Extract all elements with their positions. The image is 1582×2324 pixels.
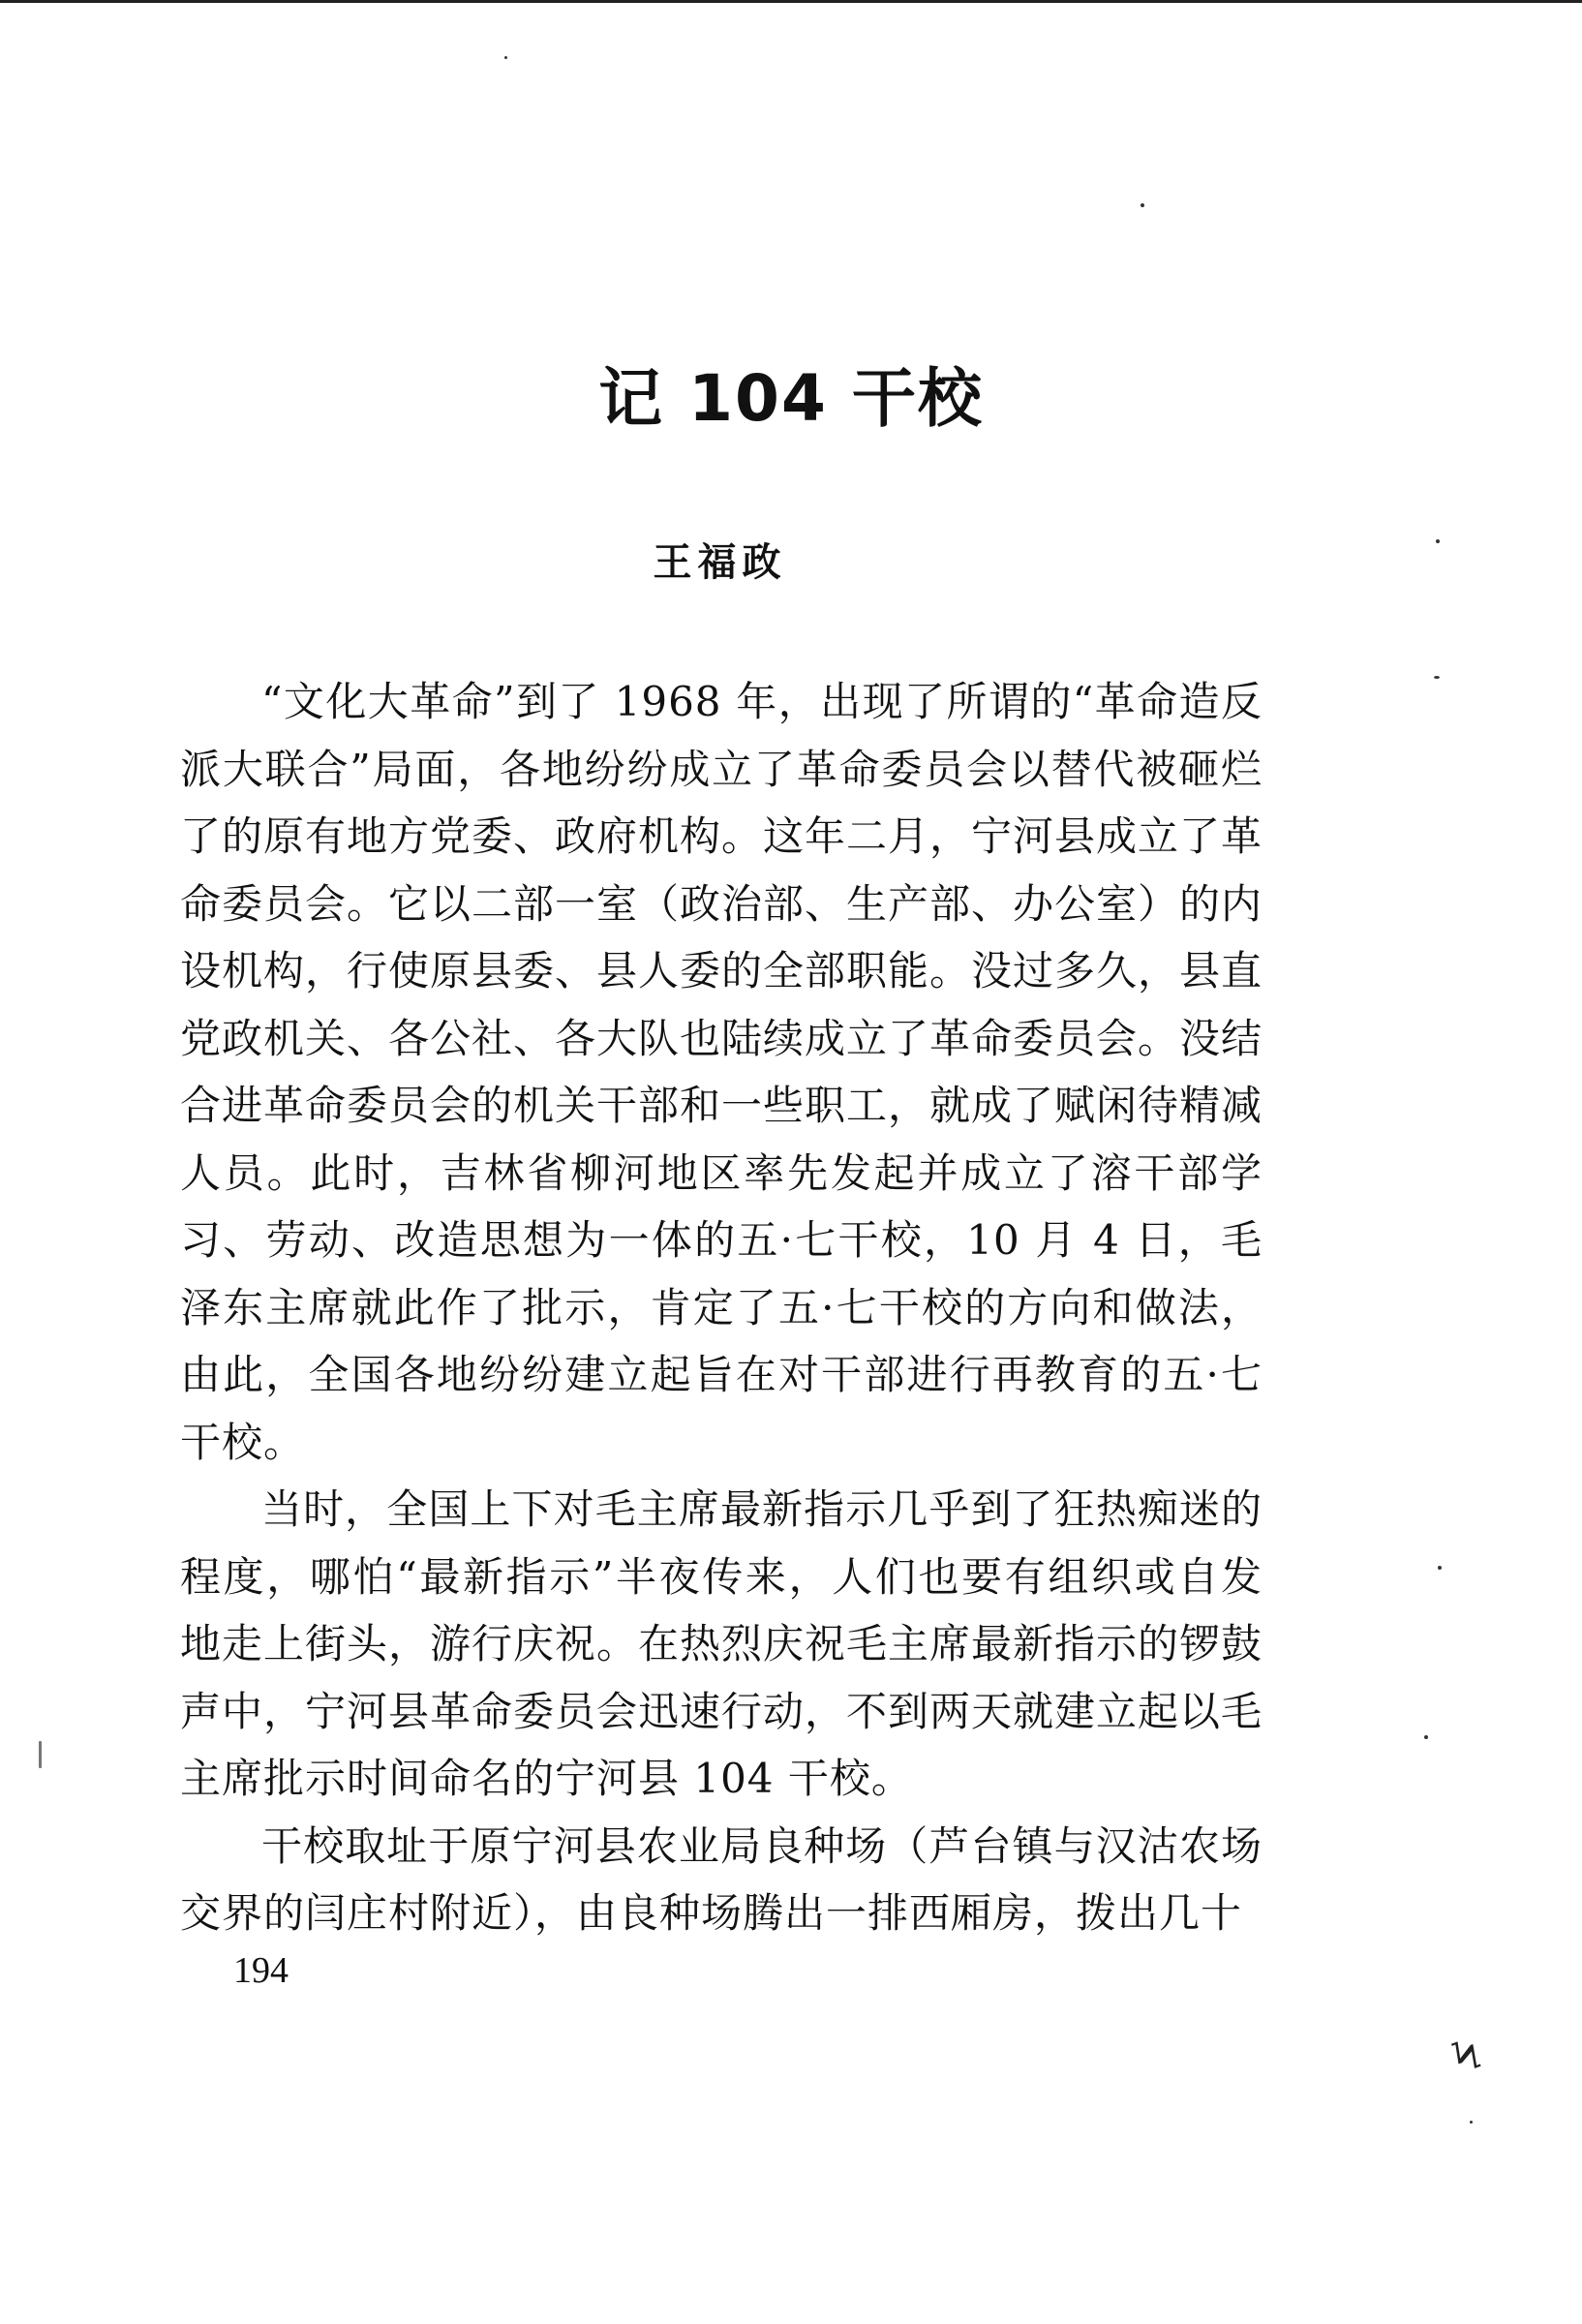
- article-body: [180, 668, 1263, 1947]
- scan-speck: [1141, 203, 1144, 207]
- page-top-border: [0, 0, 1582, 3]
- scan-speck: [1438, 1566, 1442, 1570]
- scan-speck: [1434, 676, 1440, 679]
- page-number: 194: [233, 1950, 289, 1991]
- scan-speck: [504, 56, 507, 59]
- scan-speck: [1436, 539, 1440, 543]
- margin-handwritten-mark: Ϟ: [1446, 2029, 1487, 2084]
- scan-speck: [1424, 1735, 1428, 1739]
- paragraph: “文化大革命”到了 1968 年，出现了所谓的“革命造反派大联合”局面，各地纷纷成立了革命委员会以替代被砸烂了的原有地方党委、政府机构。这年二月，宁河县成立了革命委员会。它以二部一室（政治部、生产部、办公室）的内设机构，行使原县委、县人委的全部职能。没过多久，县直党政机关、各公社、各大队也陆续成立了革命委员会。没结合进革命委员会的机关干部和一些职工，就成了赋闲待精减人员。此时，吉林省柳河地区率先发起并成立了溶干部学习、劳动、改造思想为一体的五·七干校，10 月 4 日，毛泽东主席就此作了批示，肯定了五·七干校的方向和做法，由此，全国各地纷纷建立起旨在对干部进行再教育的五·七干校。: [180, 678, 1263, 1466]
- scan-speck: [1470, 2121, 1473, 2124]
- paragraph: 干校取址于原宁河县农业局良种场（芦台镇与汉沽农场交界的闫庄村附近），由良种场腾出一排西厢房，拨出几十: [180, 1821, 1263, 1937]
- author-name: 王福政: [653, 540, 787, 585]
- paragraph: 当时，全国上下对毛主席最新指示几乎到了狂热痴迷的程度，哪怕“最新指示”半夜传来，人们也要有组织或自发地走上街头，游行庆祝。在热烈庆祝毛主席最新指示的锣鼓声中，宁河县革命委员会迅速行动，不到两天就建立起以毛主席批示时间命名的宁河县 104 干校。: [180, 1485, 1263, 1802]
- page-title: 记 104 干校: [598, 361, 984, 436]
- scan-speck: [39, 1741, 42, 1768]
